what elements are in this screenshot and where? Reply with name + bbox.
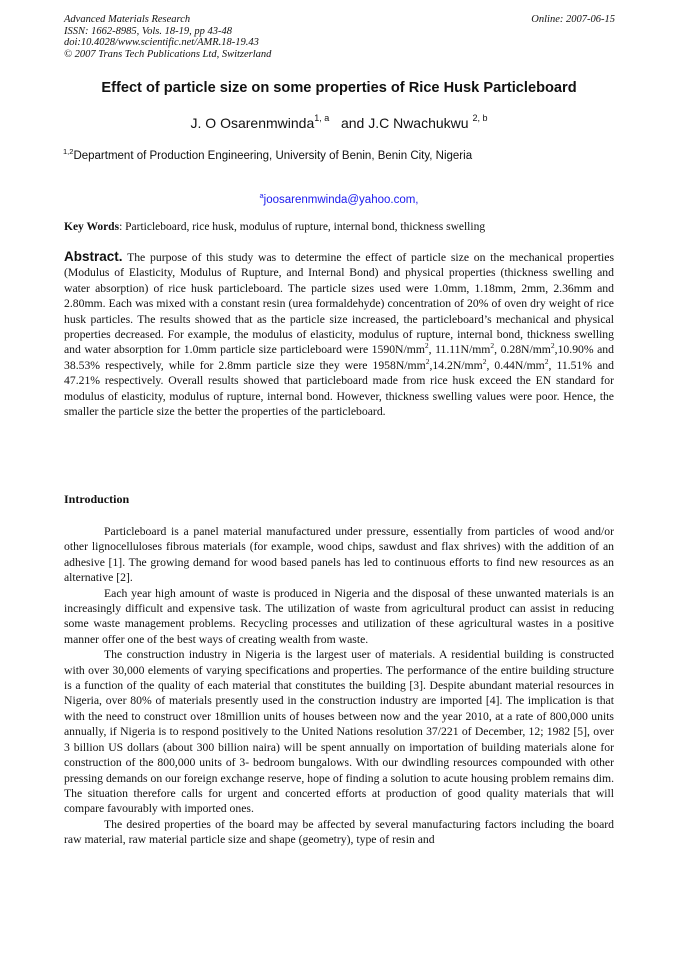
journal-copyright: © 2007 Trans Tech Publications Ltd, Switzerland <box>64 48 272 60</box>
keywords-text: : Particleboard, rice husk, modulus of rupture, internal bond, thickness swelling <box>119 221 486 233</box>
email-marker: a <box>259 191 264 200</box>
abstract <box>64 249 614 419</box>
intro-paragraph: Particleboard is a panel material manufactured under pressure, essentially from particles of wood and/or other lignocelluloses fibrous materials (for example, wood chips, sawdust and flax shrives) with the addition of an adhesive [1]. The growing demand for wood based panels has led to continuous efforts to find new resources as an alternative [2]. <box>64 525 614 585</box>
abstract-text-5: ,14.2N/mm <box>429 358 483 372</box>
affiliation-text: Department of Production Engineering, University of Benin, Benin City, Nigeria <box>73 150 473 162</box>
abstract-text-6: , 0.44N/mm <box>486 358 545 372</box>
introduction-heading: Introduction <box>64 492 130 506</box>
online-date: Online: 2007-06-15 <box>531 14 615 25</box>
email-link[interactable]: joosarenmwinda@yahoo.com, <box>263 194 419 206</box>
abstract-text-3: , 0.28N/mm <box>494 343 551 357</box>
author-1-affil: 1, a <box>314 113 330 123</box>
intro-paragraph: The desired properties of the board may be affected by several manufacturing factors including the board raw material, raw material particle size and shape (geometry), type of resin and <box>64 817 614 847</box>
abstract-text-4: ,10.90% and 38.53% respectively, while for 2.8mm particle size they were 1958N/mm <box>64 343 614 372</box>
email-line <box>0 191 678 206</box>
paper-title: Effect of particle size on some properties of Rice Husk Particleboard <box>101 80 577 96</box>
abstract-text-1: The purpose of this study was to determine the effect of particle size on the mechanical properties (Modulus of Elasticity, Modulus of Rupture, and Internal Bond) and physical properties (thickness swelling and water absorption) of rice husk particleboard. The particle sizes used were 1.0mm, 1.18mm, 2mm, 2.36mm and 2.80mm. Each was mixed with a constant resin (urea formaldehyde) concentration of 20% of oven dry weight of rice husk particles. The results showed that as the particle size increased, the particleboard’s mechanical and physical properties decreased. For example, the modulus of elasticity, modulus of rupture, internal bond, thickness swelling and water absorption for 1.0mm particle size particleboard were 1590N/mm <box>64 251 614 357</box>
author-connector: and <box>340 115 365 131</box>
author-2: J.C Nwachukwu <box>368 115 469 131</box>
affiliation <box>63 147 472 162</box>
superscript: 2 <box>544 356 549 366</box>
keywords-label: Key Words <box>64 221 120 233</box>
superscript: 2 <box>490 341 495 351</box>
abstract-text-2: , 11.11N/mm <box>428 343 491 357</box>
journal-issn: ISSN: 1662-8985, Vols. 18-19, pp 43-48 <box>64 25 232 37</box>
abstract-text-7: , 11.51% and 47.21% respectively. Overall results showed that particleboard made from rice husk exceed the EN standard for modulus of elasticity, modulus of rupture, internal bond. However, thickness swelling values were poor. Hence, the smaller the particle size the better the properties of the particleboard. <box>64 358 614 419</box>
superscript: 2 <box>425 356 430 366</box>
intro-paragraph: Each year high amount of waste is produced in Nigeria and the disposal of these unwanted materials is an increasingly difficult and expensive task. The utilization of waste from agricultural product can assist in reducing some waste management problems. Recycling processes and utilization of these agricultural wastes in a positive manner offer one of the best ways of creating wealth from waste. <box>64 586 614 646</box>
keywords <box>64 221 485 233</box>
superscript: 2 <box>424 341 429 351</box>
affiliation-marker: 1,2 <box>63 147 74 156</box>
journal-doi: doi:10.4028/www.scientific.net/AMR.18-19.43 <box>64 37 259 48</box>
author-2-affil: 2, b <box>472 113 488 123</box>
superscript: 2 <box>550 341 555 351</box>
introduction-body <box>64 524 614 848</box>
journal-name: Advanced Materials Research <box>64 14 191 25</box>
abstract-heading: Abstract. <box>64 249 123 264</box>
author-1: J. O Osarenmwinda <box>190 115 315 131</box>
intro-paragraph: The construction industry in Nigeria is the largest user of materials. A residential building is constructed with over 30,000 elements of varying specifications and properties. The performance of the entire building structure is a function of the quality of each material that constitutes the building [3]. Despite abundant material resources in Nigeria, over 80% of materials presently used in the construction industry are imported [4]. The implication is that with the need to construct over 18million units of houses between now and the year 2010, at a rate of 800,000 units annually, if Nigeria is to respond positively to the United Nations resolution 37/221 of December, 12; 1982 [5], over 3 billion US dollars (about 300 billion naira) will be spent annually on importation of building materials alone for construction of the 800,000 units of 3- bedroom bungalows. With our dwindling resources compounded with other pressing demands on our foreign exchange reserve, hope of finding a solution to acute housing problem remains dim. The situation therefore calls for urgent and concerted efforts at production of good quality materials that will compare favourably with imported ones. <box>64 648 614 816</box>
author-line <box>0 113 678 131</box>
journal-header <box>64 14 271 60</box>
superscript: 2 <box>482 356 487 366</box>
